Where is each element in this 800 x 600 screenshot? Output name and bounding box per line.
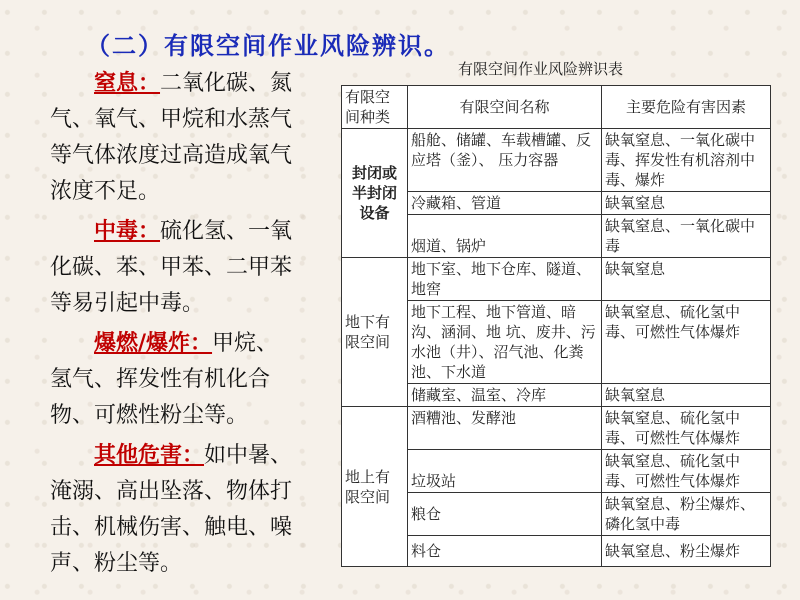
hazard-text: 如中暑、淹溺、高出坠落、物体打击、机械伤害、触电、噪声、粉尘等。: [50, 443, 293, 576]
hazard-term: 爆燃/爆炸：: [94, 331, 213, 356]
space-name-cell: 储藏室、温室、冷库: [408, 384, 602, 407]
hazard-cell: 缺氧窒息、硫化氢中毒、可燃性气体爆炸: [601, 407, 770, 450]
column-header-name: 有限空间名称: [408, 86, 602, 129]
space-name-cell: 垃圾站: [408, 450, 602, 493]
space-name-cell: 酒糟池、发酵池: [408, 407, 602, 450]
risk-identification-table: [341, 85, 771, 567]
space-name-cell: 粮仓: [408, 493, 602, 536]
hazard-cell: 缺氧窒息、硫化氢中毒、可燃性气体爆炸: [601, 450, 770, 493]
hazard-text: 硫化氢、一氧化碳、苯、甲苯、二甲苯等易引起中毒。: [50, 219, 293, 316]
hazard-cell: 缺氧窒息、硫化氢中毒、可燃性气体爆炸: [601, 301, 770, 384]
hazard-paragraph-poisoning: [50, 214, 300, 322]
table-header-row: [342, 86, 771, 129]
table-title: 有限空间作业风险辨识表: [458, 60, 624, 78]
table-row: [342, 129, 771, 192]
hazard-term: 中毒：: [94, 219, 161, 244]
space-name-cell: 料仓: [408, 536, 602, 567]
hazard-cell: 缺氧窒息、粉尘爆炸、磷化氢中毒: [601, 493, 770, 536]
hazard-cell: 缺氧窒息: [601, 384, 770, 407]
space-name-cell: 冷藏箱、管道: [408, 192, 602, 215]
column-header-type: 有限空间种类: [342, 86, 408, 129]
hazard-cell: 缺氧窒息、粉尘爆炸: [601, 536, 770, 567]
space-name-cell: 地下工程、地下管道、暗沟、涵洞、地 坑、废井、污水池（井）、沼气池、化粪 池、下水道: [408, 301, 602, 384]
section-headline: （二）有限空间作业风险辨识。: [86, 32, 450, 60]
hazard-paragraph-explosion: [50, 326, 300, 434]
category-cell: 封闭或半封闭设备: [342, 129, 408, 258]
hazard-text: 甲烷、氢气、挥发性有机化合物、可燃性粉尘等。: [50, 331, 279, 428]
hazard-text: 二氧化碳、氮气、氧气、甲烷和水蒸气等气体浓度过高造成氧气浓度不足。: [50, 71, 293, 204]
hazard-description-column: [50, 66, 300, 586]
hazard-term: 其他危害：: [94, 443, 205, 468]
table-row: [342, 407, 771, 450]
hazard-paragraph-other: [50, 438, 300, 582]
column-header-hazard: 主要危险有害因素: [601, 86, 770, 129]
space-name-cell: 地下室、地下仓库、隧道、地窖: [408, 258, 602, 301]
space-name-cell: 烟道、锅炉: [408, 215, 602, 258]
hazard-paragraph-suffocation: [50, 66, 300, 210]
hazard-cell: 缺氧窒息: [601, 192, 770, 215]
hazard-cell: 缺氧窒息: [601, 258, 770, 301]
hazard-cell: 缺氧窒息、一氧化碳中毒、挥发性有机溶剂中毒、爆炸: [601, 129, 770, 192]
space-name-cell: 船舱、储罐、车载槽罐、反应塔（釜）、 压力容器: [408, 129, 602, 192]
hazard-term: 窒息：: [94, 71, 161, 96]
table-row: [342, 258, 771, 301]
hazard-cell: 缺氧窒息、一氧化碳中毒: [601, 215, 770, 258]
category-cell: 地上有限空间: [342, 407, 408, 567]
category-cell: 地下有限空间: [342, 258, 408, 407]
